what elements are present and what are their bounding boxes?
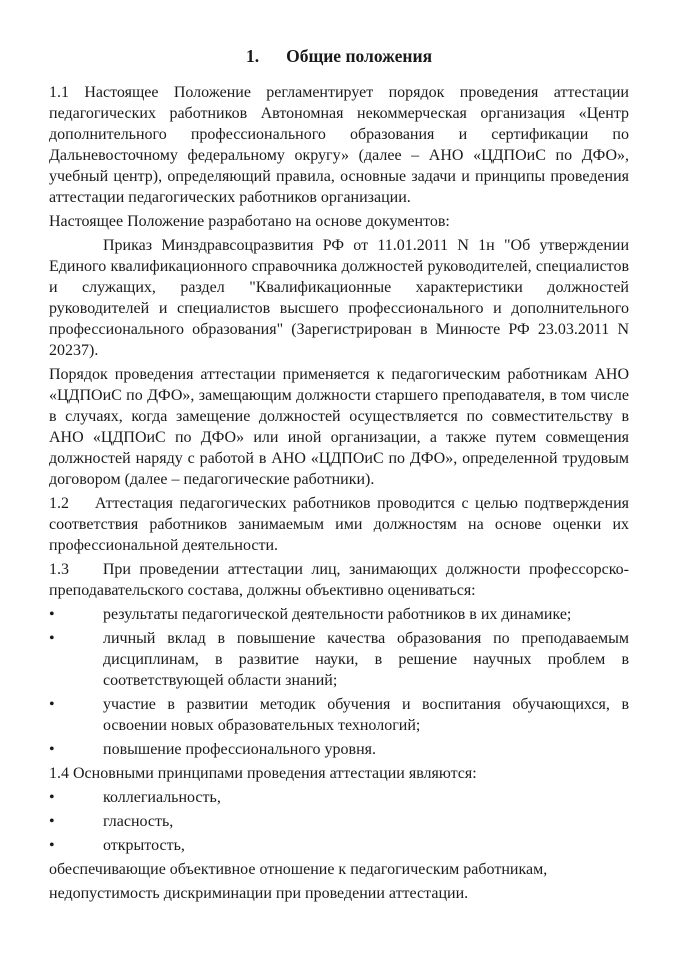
paragraph-scope: Порядок проведения аттестации применяется к педагогическим работникам АНО «ЦДПОиС по ДФО», замещающим должности старшего преподавателя, в том числе в случаях, когда замещение должностей осуществляется по совместительству в АНО «ЦДПОиС по ДФО» или иной организации, а также путем совмещения должностей наряду с работой в АНО «ЦДПОиС по ДФО», определенной трудовым договором (далее – педагогические работники). (49, 366, 629, 488)
list-item-text: коллегиальность, (103, 789, 221, 806)
list-item-collegiality (49, 787, 629, 808)
paragraph-ensuring-objectivity: обеспечивающие объективное отношение к педагогическим работникам, (49, 861, 548, 878)
paragraph-1-2: 1.2 Аттестация педагогических работников проводится с целью подтверждения соответствия работников занимаемым ими должностям на основе оценки их профессиональной деятельности. (49, 495, 629, 554)
list-item-text: результаты педагогической деятельности работников в их динамике; (103, 606, 572, 623)
list-item-text: повышение профессионального уровня. (103, 741, 376, 758)
list-item-results (49, 604, 629, 625)
paragraph-1-4: 1.4 Основными принципами проведения аттестации являются: (49, 765, 477, 782)
list-item-text: открытость, (103, 837, 185, 854)
list-item-text: гласность, (103, 813, 174, 830)
paragraph-1-1: 1.1 Настоящее Положение регламентирует порядок проведения аттестации педагогических работников Автономная некоммерческая организация «Центр дополнительного профессионального образования и сертификации по Дальневосточному федеральному округу» (далее – АНО «ЦДПОиС по ДФО», учебный центр), определяющий правила, основные задачи и принципы проведения аттестации педагогических работников организации. (49, 84, 629, 206)
bullet-icon: • (49, 696, 55, 713)
section-title: Общие положения (286, 46, 433, 66)
paragraph-basis-intro: Настоящее Положение разработано на основе документов: (49, 213, 450, 230)
bullet-icon: • (49, 741, 55, 758)
list-item-contribution (49, 628, 629, 691)
bullet-icon: • (49, 837, 55, 854)
list-item-professional-growth (49, 739, 629, 760)
list-item-publicity (49, 811, 629, 832)
list-item-openness (49, 835, 629, 856)
paragraph-nondiscrimination: недопустимость дискриминации при проведении аттестации. (49, 885, 469, 902)
paragraph-1-3: 1.3 При проведении аттестации лиц, занимающих должности профессорско-преподавательского состава, должны объективно оцениваться: (49, 561, 629, 599)
bullet-icon: • (49, 606, 55, 623)
bullet-icon: • (49, 789, 55, 806)
section-heading (49, 44, 629, 68)
list-item-text: личный вклад в повышение качества образования по преподаваемым дисциплинам, в развитие науки, в решение научных проблем в соответствующей области знаний; (103, 630, 629, 689)
bullet-icon: • (49, 630, 55, 647)
bullet-icon: • (49, 813, 55, 830)
list-item-text: участие в развитии методик обучения и воспитания обучающихся, в освоении новых образовательных технологий; (103, 696, 629, 734)
list-item-participation (49, 694, 629, 736)
paragraph-order-decree: Приказ Минздравсоцразвития РФ от 11.01.2011 N 1н "Об утверждении Единого квалификационного справочника должностей руководителей, специалистов и служащих, раздел "Квалификационные характеристики должностей руководителей и специалистов высшего профессионального и дополнительного профессионального образования" (Зарегистрирован в Минюсте РФ 23.03.2011 N 20237). (49, 237, 629, 359)
section-number: 1. (245, 46, 260, 66)
